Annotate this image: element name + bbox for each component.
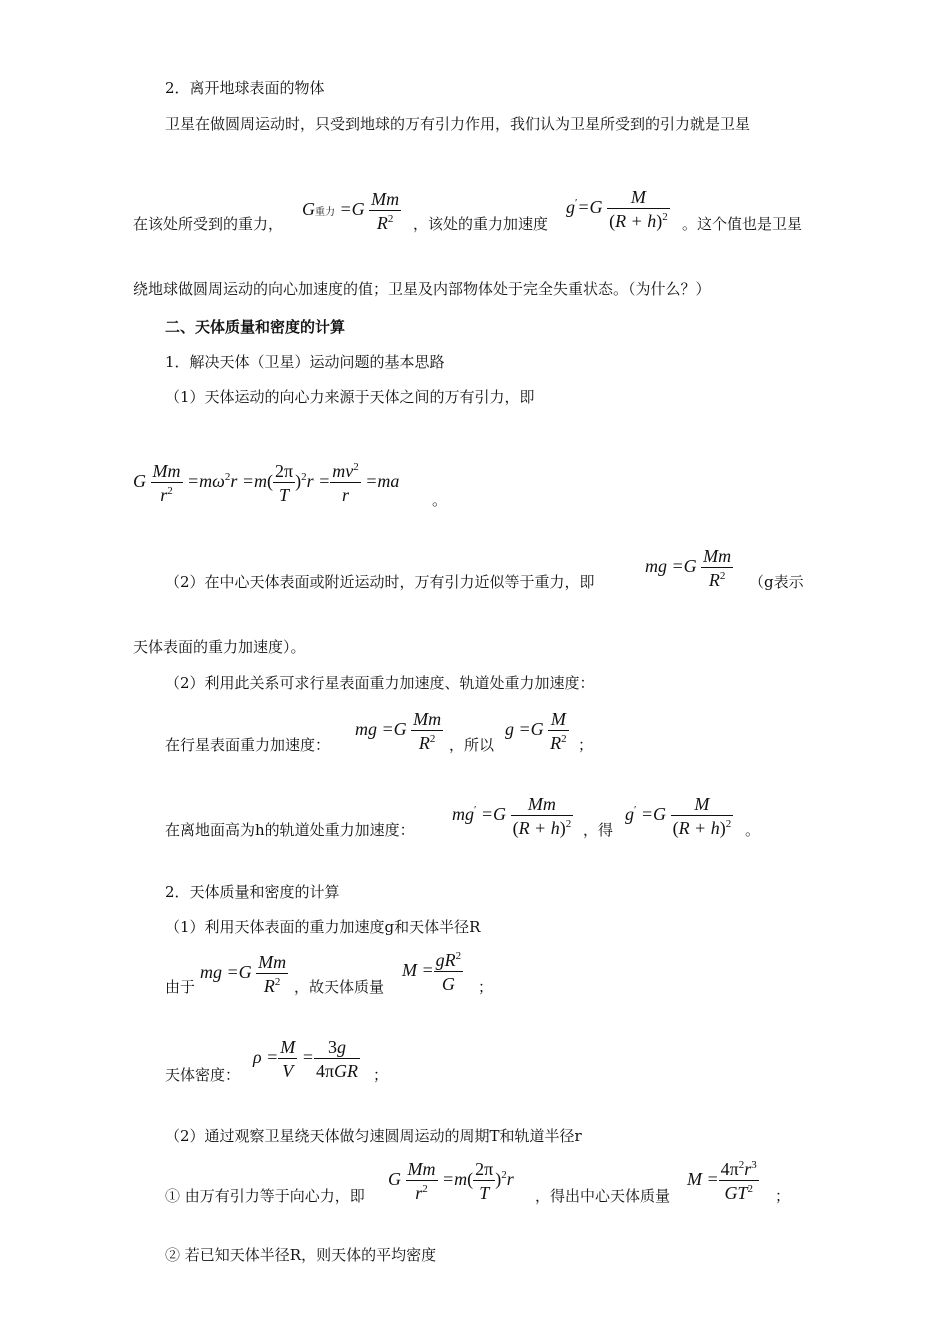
paragraph-text: （g表示 bbox=[749, 573, 804, 591]
paragraph-text: 天体表面的重力加速度）。 bbox=[133, 638, 306, 656]
paragraph-text: ，该处的重力加速度 bbox=[413, 215, 549, 233]
paragraph-text: 。 bbox=[745, 821, 761, 839]
formula-mass-mg: mg =G $\frac{Mm}{R^2}$ bbox=[200, 952, 287, 996]
formula-density: ρ = $\frac{M}{V}$ = $\frac{3g}{\text{4πGR}}$ bbox=[253, 1037, 359, 1081]
paragraph-text: ，得 bbox=[583, 821, 614, 839]
paragraph-text: ② 若已知天体半径R，则天体的平均密度 bbox=[165, 1246, 437, 1264]
paragraph-text: 绕地球做圆周运动的向心加速度的值；卫星及内部物体处于完全失重状态。（为什么？） bbox=[133, 280, 711, 298]
section-heading: 二、天体质量和密度的计算 bbox=[165, 318, 346, 336]
formula-centripetal: G $\frac{Mm}{r^2}$ $=m\omega^2r =m$( $\frac{2\pi}{T}$ )$^2$r = $\frac{mv^2}{r}$ =ma bbox=[133, 461, 400, 505]
formula-orbital: G $\frac{Mm}{r^2}$ =m( $\frac{2\pi}{T}$ )$^2$r bbox=[388, 1159, 514, 1203]
paragraph-text: ① 由万有引力等于向心力，即 bbox=[165, 1187, 365, 1205]
paragraph-text: 在行星表面重力加速度： bbox=[165, 736, 331, 754]
paragraph-text: （2）通过观察卫星绕天体做匀速圆周运动的周期T和轨道半径r bbox=[165, 1127, 582, 1145]
paragraph-text: ； bbox=[373, 1066, 389, 1084]
subheading: 2．天体质量和密度的计算 bbox=[165, 883, 340, 901]
paragraph-text: 在离地面高为h的轨道处重力加速度： bbox=[165, 821, 415, 839]
period: 。 bbox=[432, 491, 448, 509]
subheading: 1．解决天体（卫星）运动问题的基本思路 bbox=[165, 353, 445, 371]
paragraph-text: 天体密度： bbox=[165, 1066, 241, 1084]
paragraph-text: （1）利用天体表面的重力加速度g和天体半径R bbox=[165, 918, 481, 936]
paragraph-text: ； bbox=[578, 736, 594, 754]
paragraph-text: ； bbox=[775, 1187, 791, 1205]
paragraph-text: （1）天体运动的向心力来源于天体之间的万有引力，即 bbox=[165, 388, 535, 406]
formula-central-mass: M = $\frac{4\pi^2r^3}{GT^2}$ bbox=[687, 1159, 757, 1203]
paragraph-text: 由于 bbox=[165, 978, 196, 996]
item-2-heading: 2．离开地球表面的物体 bbox=[165, 79, 325, 97]
paragraph-text: ，故天体质量 bbox=[294, 978, 385, 996]
formula-mass: M = $\frac{gR^2}{G}$ bbox=[402, 950, 462, 994]
formula-g-prime: g′=G $\frac{M}{(R + h)^2}$ bbox=[566, 187, 668, 231]
paragraph-text: （2）在中心天体表面或附近运动时，万有引力近似等于重力，即 bbox=[165, 573, 595, 591]
formula-orbit-g: g′ =G $\frac{M}{(R + h)^2}$ bbox=[625, 794, 732, 838]
paragraph-text: ，所以 bbox=[449, 736, 495, 754]
formula-orbit-mg: mg′ =G $\frac{Mm}{(R + h)^2}$ bbox=[452, 794, 572, 838]
formula-surface-g: g =G $\frac{M}{R^2}$ bbox=[505, 709, 567, 753]
formula-mg: mg =G $\frac{Mm}{R^2}$ bbox=[645, 546, 732, 590]
formula-g-gravity: G重力 =G $\frac{Mm}{R^2}$ bbox=[302, 189, 400, 233]
paragraph-text: 。这个值也是卫星 bbox=[682, 215, 803, 233]
formula-surface-mg: mg =G $\frac{Mm}{R^2}$ bbox=[355, 709, 442, 753]
paragraph-satellite: 卫星在做圆周运动时，只受到地球的万有引力作用，我们认为卫星所受到的引力就是卫星 bbox=[165, 115, 751, 133]
paragraph-text: 在该处所受到的重力， bbox=[133, 215, 284, 233]
paragraph-text: ； bbox=[478, 978, 494, 996]
paragraph-text: ，得出中心天体质量 bbox=[535, 1187, 671, 1205]
paragraph-text: （2）利用此关系可求行星表面重力加速度、轨道处重力加速度： bbox=[165, 674, 595, 692]
